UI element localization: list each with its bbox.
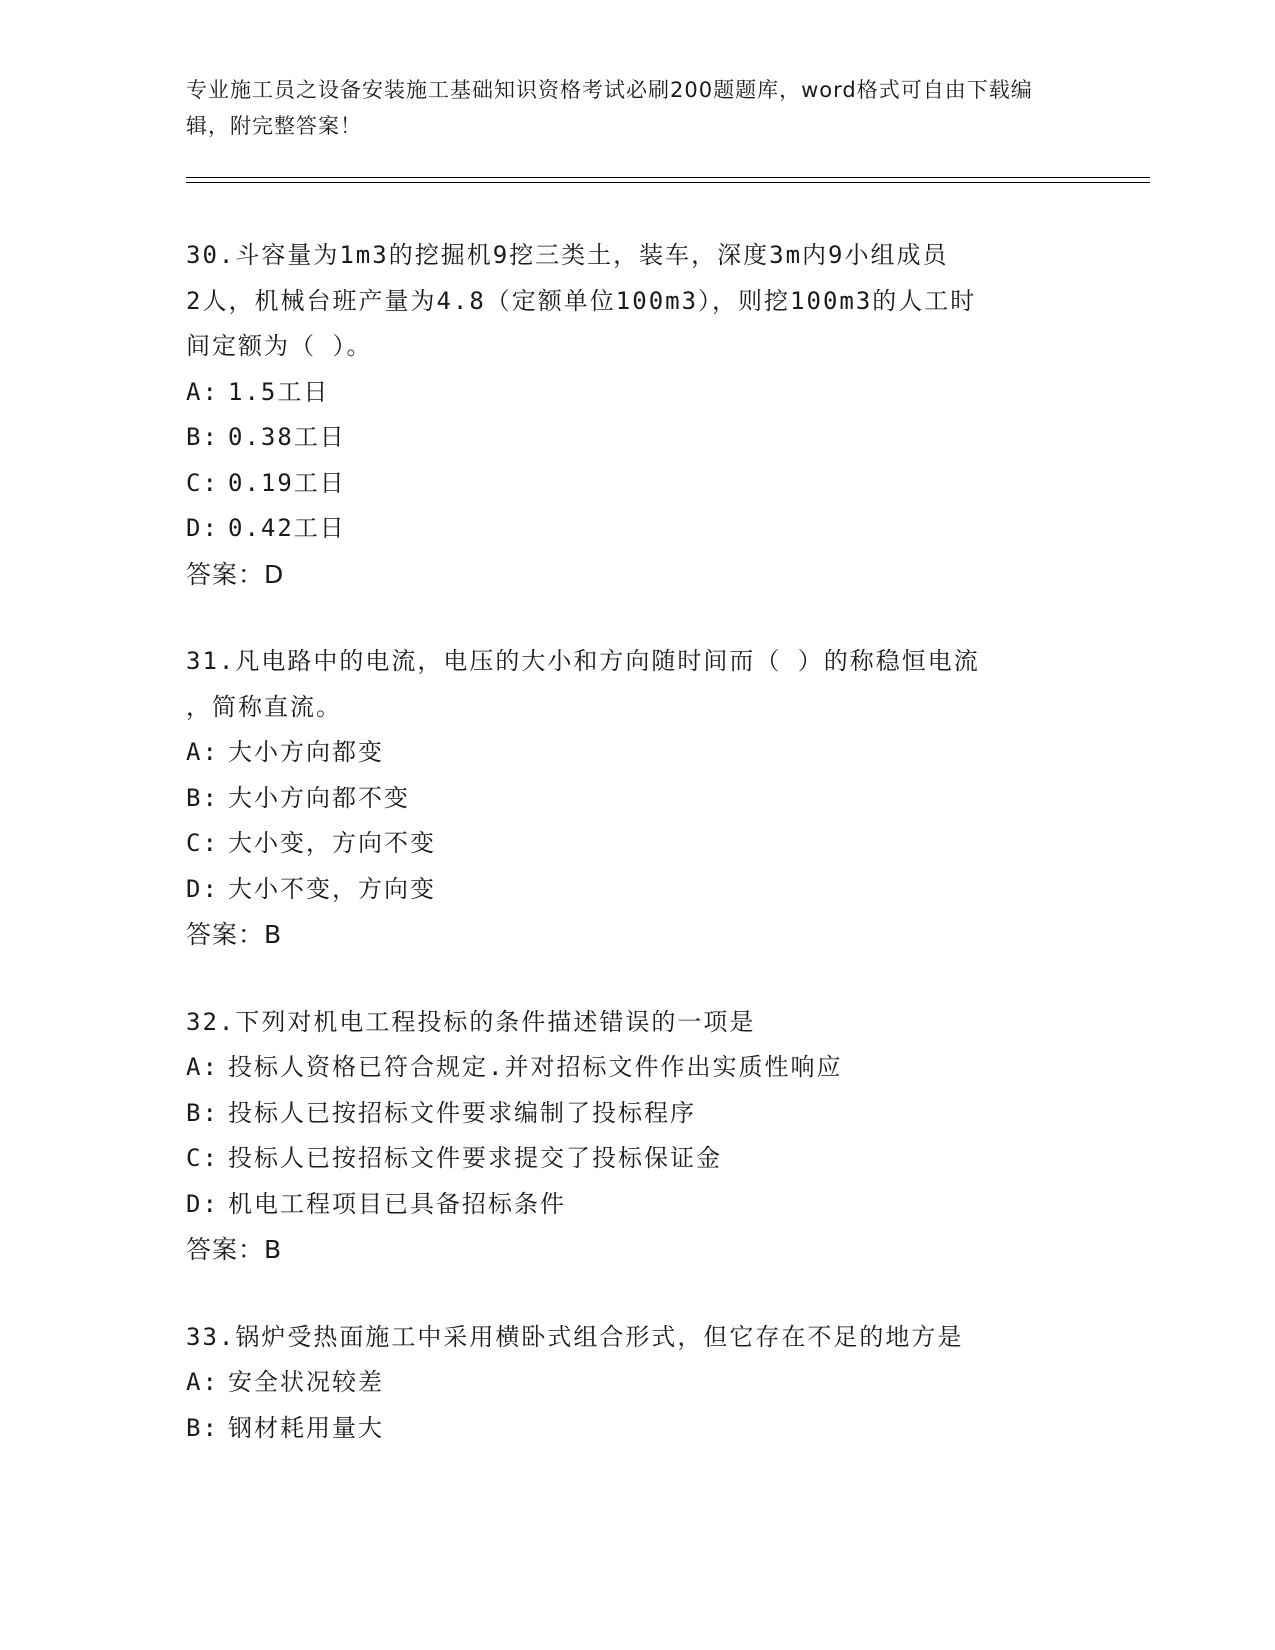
- option-text: 0.38工日: [228, 423, 346, 451]
- option-letter: C:: [186, 829, 219, 857]
- answer-option: [186, 415, 1066, 461]
- option-letter: B:: [186, 1413, 219, 1442]
- answer-option: [186, 1182, 1066, 1228]
- document-header: 专业施工员之设备安装施工基础知识资格考试必刷200题题库，word格式可自由下载编辑，附完整答案！: [186, 78, 1033, 138]
- question-stem-line: 31.凡电路中的电流，电压的大小和方向随时间而（ ）的称稳恒电流: [186, 647, 980, 675]
- answer-option: [186, 1045, 1066, 1091]
- answer-key: 答案：B: [186, 1235, 283, 1264]
- option-text: 大小不变，方向变: [228, 874, 436, 903]
- option-text: 大小方向都不变: [228, 783, 410, 812]
- answer-option: [186, 506, 1066, 552]
- question-stem-line: 2人，机械台班产量为4.8（定额单位100m3），则挖100m3的人工时: [186, 286, 977, 315]
- answer-option: [186, 370, 1066, 416]
- option-text: 大小变，方向不变: [228, 829, 436, 857]
- question-stem-line: 30.斗容量为1m3的挖掘机9挖三类土，装车，深度3m内9小组成员: [186, 241, 949, 269]
- question-stem-line: ，简称直流。: [186, 692, 342, 721]
- question-item: [186, 1315, 1066, 1452]
- option-text: 安全状况较差: [228, 1368, 384, 1396]
- option-letter: B:: [186, 783, 219, 812]
- question-item: [186, 1000, 1066, 1273]
- option-text: 0.19工日: [228, 468, 346, 497]
- option-letter: A:: [186, 738, 219, 766]
- answer-option: [186, 1406, 1066, 1452]
- question-item: [186, 639, 1066, 958]
- option-text: 机电工程项目已具备招标条件: [228, 1189, 566, 1218]
- answer-option: [186, 730, 1066, 776]
- option-letter: C:: [186, 468, 219, 497]
- header-divider-bottom: [186, 182, 1150, 183]
- answer-option: [186, 1091, 1066, 1137]
- option-letter: B:: [186, 1098, 219, 1127]
- answer-option: [186, 1136, 1066, 1182]
- option-letter: A:: [186, 1368, 219, 1396]
- question-item: [186, 233, 1066, 597]
- question-stem-line: 33.锅炉受热面施工中采用横卧式组合形式，但它存在不足的地方是: [186, 1322, 964, 1351]
- option-letter: C:: [186, 1144, 219, 1172]
- option-letter: A:: [186, 377, 219, 406]
- answer-option: [186, 821, 1066, 867]
- header-divider-top: [186, 177, 1150, 178]
- option-text: 投标人已按招标文件要求提交了投标保证金: [228, 1144, 722, 1172]
- question-stem-line: 32.下列对机电工程投标的条件描述错误的一项是: [186, 1007, 756, 1036]
- answer-option: [186, 461, 1066, 507]
- answer-option: [186, 1360, 1066, 1406]
- answer-key: 答案：B: [186, 920, 283, 949]
- answer-key: 答案：D: [186, 559, 285, 589]
- option-text: 钢材耗用量大: [228, 1413, 384, 1442]
- question-list: [186, 233, 1066, 1493]
- option-letter: D:: [186, 874, 219, 903]
- option-text: 1.5工日: [228, 377, 330, 406]
- option-letter: A:: [186, 1053, 219, 1081]
- option-letter: D:: [186, 514, 219, 542]
- option-letter: D:: [186, 1189, 219, 1218]
- option-text: 0.42工日: [228, 514, 346, 542]
- option-text: 大小方向都变: [228, 738, 384, 766]
- question-stem-line: 间定额为（ ）。: [186, 332, 373, 360]
- answer-option: [186, 867, 1066, 913]
- answer-option: [186, 776, 1066, 822]
- option-text: 投标人资格已符合规定.并对招标文件作出实质性响应: [228, 1053, 843, 1081]
- option-letter: B:: [186, 423, 219, 451]
- option-text: 投标人已按招标文件要求编制了投标程序: [228, 1098, 696, 1127]
